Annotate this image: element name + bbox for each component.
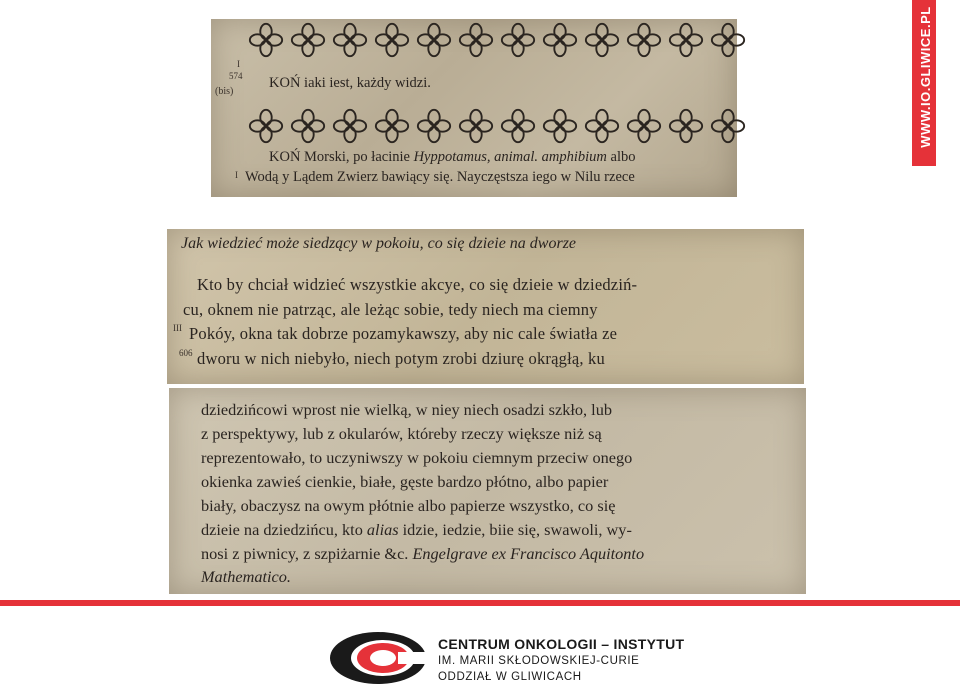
text-line (201, 520, 632, 540)
clover-ornament-icon (373, 107, 411, 145)
clover-ornament-icon (541, 21, 579, 59)
text-segment: nosi z piwnicy, z szpiżarnie &c. (201, 544, 413, 563)
clover-ornament-icon (415, 21, 453, 59)
clover-ornament-icon (583, 21, 621, 59)
text-line: Kto by chciał widzieć wszystkie akcye, co się dzieie w dziedziń- (197, 275, 638, 294)
website-url: WWW.IO.GLIWICE.PL (918, 6, 933, 148)
clover-ornament-icon (625, 107, 663, 145)
ornament-row-middle (247, 107, 747, 145)
website-badge (912, 0, 936, 166)
clover-ornament-icon (541, 107, 579, 145)
clover-ornament-icon (289, 21, 327, 59)
text-line: biały, obaczysz na owym płótnie albo papierze wszystko, co się (201, 496, 616, 515)
institute-branch: ODDZIAŁ W GLIWICACH (438, 671, 582, 683)
clover-ornament-icon (331, 107, 369, 145)
citation: Engelgrave ex Francisco Aquitonto (412, 544, 645, 563)
footer-divider (0, 600, 960, 606)
margin-note: III (173, 323, 182, 333)
institute-title: CENTRUM ONKOLOGII – INSTYTUT (438, 636, 685, 652)
book-scan-horse-entry (211, 19, 737, 197)
clover-ornament-icon (667, 107, 705, 145)
text-segment: idzie, iedzie, biie się, swawoli, wy- (398, 520, 632, 539)
book-scan-camera-obscura-part2 (169, 388, 806, 594)
citation: Mathematico. (201, 567, 291, 586)
text-line: z perspektywy, lub z okularów, któreby rzeczy większe niż są (201, 424, 602, 443)
clover-ornament-icon (667, 21, 705, 59)
clover-ornament-icon (583, 107, 621, 145)
text-line: okienka zawieś cienkie, białe, gęste bardzo płótno, albo papier (201, 472, 609, 491)
clover-ornament-icon (373, 21, 411, 59)
latin-word: alias (366, 520, 399, 539)
clover-ornament-icon (499, 107, 537, 145)
oncology-center-logo-icon (328, 630, 428, 686)
clover-ornament-icon (289, 107, 327, 145)
ornament-row-top (247, 21, 747, 59)
text-line: Pokóy, okna tak dobrze pozamykawszy, aby nic cale światła ze (189, 324, 618, 343)
margin-number: 606 (179, 348, 193, 358)
entry-text: KOŃ Morski, po łacinie (269, 149, 414, 165)
entry-line: Wodą y Lądem Zwierz bawiący się. Nayczęstsza iego w Nilu rzece (245, 169, 635, 185)
text-line: dworu w nich niebyło, niech potym zrobi dziurę okrągłą, ku (197, 349, 605, 368)
clover-ornament-icon (247, 21, 285, 59)
latin-name: Hyppotamus, animal. amphibium (413, 149, 607, 165)
clover-ornament-icon (415, 107, 453, 145)
margin-note: I (237, 59, 240, 69)
clover-ornament-icon (457, 107, 495, 145)
clover-ornament-icon (457, 21, 495, 59)
margin-note: I (235, 170, 238, 180)
clover-ornament-icon (499, 21, 537, 59)
entry-line (269, 149, 636, 166)
chapter-title: Jak wiedzieć może siedzący w pokoiu, co się dzieie na dworze (181, 235, 577, 252)
text-line: reprezentowało, to uczyniwszy w pokoiu ciemnym przeciw onego (201, 448, 633, 467)
margin-bis: (bis) (215, 86, 234, 97)
clover-ornament-icon (247, 107, 285, 145)
institute-name (438, 636, 684, 685)
text-line: dziedzińcowi wprost nie wielką, w niey niech osadzi szkło, lub (201, 400, 612, 419)
text-segment: dzieie na dziedzińcu, kto (201, 520, 367, 539)
clover-ornament-icon (625, 21, 663, 59)
margin-number: 574 (229, 71, 243, 81)
clover-ornament-icon (709, 21, 747, 59)
entry-line: KOŃ iaki iest, każdy widzi. (269, 75, 431, 91)
text-line: cu, oknem nie patrząc, ale leżąc sobie, tedy niech ma ciemny (183, 300, 598, 319)
clover-ornament-icon (709, 107, 747, 145)
clover-ornament-icon (331, 21, 369, 59)
institute-patron: IM. MARII SKŁODOWSKIEJ-CURIE (438, 655, 640, 667)
text-line (201, 567, 291, 587)
entry-text: albo (606, 149, 636, 165)
text-line (201, 544, 644, 564)
book-scan-camera-obscura-part1 (167, 229, 804, 384)
